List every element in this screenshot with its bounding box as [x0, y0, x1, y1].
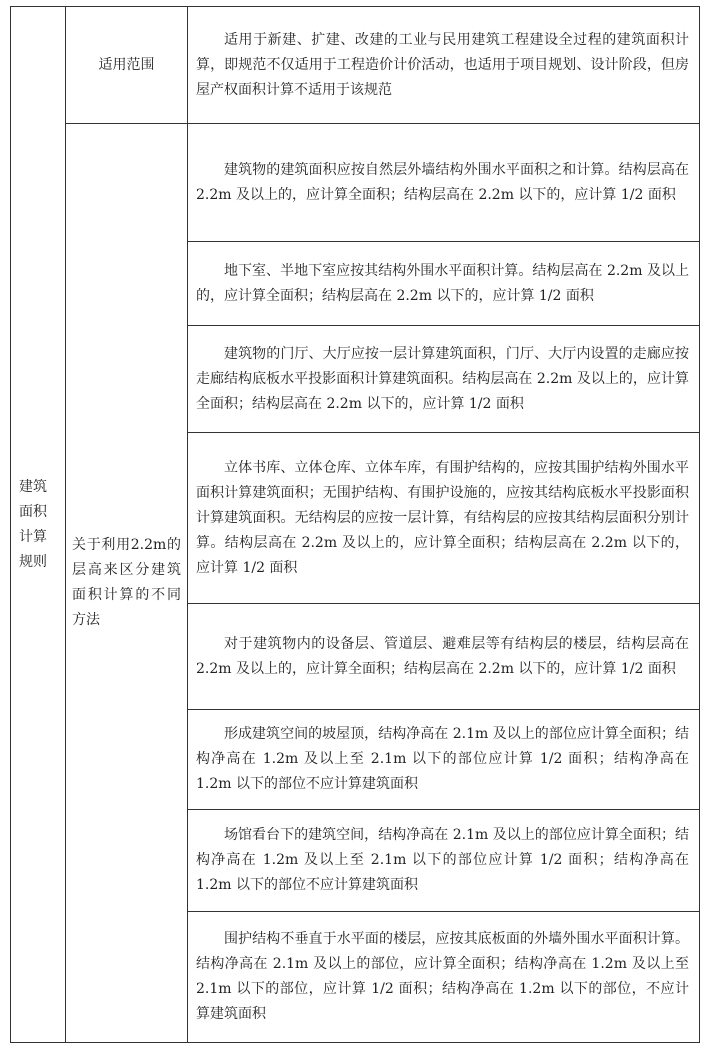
rule-text: 场馆看台下的建筑空间，结构净高在 2.1m 及以上的部位应计算全面积；结构净高在 1.2m 及以上至 2.1m 以下的部位应计算 1/2 面积；结构净高在 1.2m 以下的部位不应计算建筑面积 — [196, 827, 689, 893]
rule-cell — [188, 810, 700, 912]
rule-text: 围护结构不垂直于水平面的楼层，应按其底板面的外墙外围水平面积计算。结构净高在 2.1m 及以上的部位，应计算全面积；结构净高在 1.2m 及以上至 2.1m 以下的部位，应计算 1/2 面积；结构净高在 1.2m 以下的部位，不应计算建筑面积 — [196, 931, 689, 1022]
rule-cell — [188, 912, 700, 1043]
rule-text: 形成建筑空间的坡屋顶，结构净高在 2.1m 及以上的部位应计算全面积；结构净高在 1.2m 及以上至 2.1m 以下的部位应计算 1/2 面积；结构净高在 1.2m 以下的部位不应计算建筑面积 — [196, 726, 689, 792]
rule-text: 地下室、半地下室应按其结构外围水平面积计算。结构层高在 2.2m 及以上的，应计算全面积；结构层高在 2.2m 以下的，应计算 1/2 面积 — [196, 262, 689, 304]
scope-text-cell — [188, 7, 700, 124]
table-row — [11, 7, 700, 124]
scope-label-cell — [66, 7, 188, 124]
rule-cell — [188, 433, 700, 604]
rule-cell — [188, 710, 700, 810]
rules-table — [10, 6, 700, 1043]
scope-text: 适用于新建、扩建、改建的工业与民用建筑工程建设全过程的建筑面积计算，即规范不仅适用于工程造价计价活动，也适用于项目规划、设计阶段，但房屋产权面积计算不适用于该规范 — [196, 31, 689, 98]
rule-cell — [188, 242, 700, 326]
rule-cell — [188, 124, 700, 242]
scope-label: 适用范围 — [98, 56, 155, 73]
rule-text: 对于建筑物内的设备层、管道层、避难层等有结构层的楼层，结构层高在 2.2m 及以上的，应计算全面积；结构层高在 2.2m 以下的，应计算 1/2 面积 — [196, 635, 689, 677]
category-cell — [11, 7, 66, 1043]
table-row — [11, 124, 700, 242]
rule-text: 建筑物的建筑面积应按自然层外墙结构外围水平面积之和计算。结构层高在 2.2m 及以上的，应计算全面积；结构层高在 2.2m 以下的，应计算 1/2 面积 — [196, 161, 689, 203]
rule-text: 立体书库、立体仓库、立体车库，有围护结构的，应按其围护结构外围水平面积计算建筑面积；无围护结构、有围护设施的，应按其结构底板水平投影面积计算建筑面积。无结构层的应按一层计算，有结构层的应按其结构层面积分别计算。结构层高在 2.2m 及以上的，应计算全面积；结构层高在 2.2m 以下的，应计算 1/2 面积 — [196, 459, 689, 576]
category-label: 建筑面积计算规则 — [19, 478, 47, 570]
method-label: 关于利用2.2m的层高来区分建筑面积计算的不同方法 — [72, 537, 181, 628]
rule-cell — [188, 604, 700, 710]
rule-text: 建筑物的门厅、大厅应按一层计算建筑面积，门厅、大厅内设置的走廊应按走廊结构底板水平投影面积计算建筑面积。结构层高在 2.2m 及以上的，应计算全面积；结构层高在 2.2m 以下的，应计算 1/2 面积 — [196, 345, 689, 412]
rule-cell — [188, 326, 700, 433]
method-label-cell — [66, 124, 188, 1043]
